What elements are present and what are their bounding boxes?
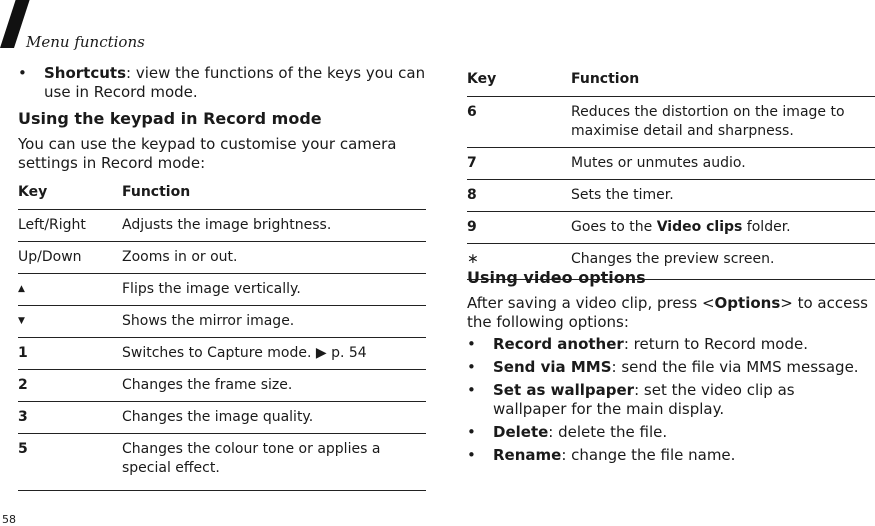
key-cell: 2 [18, 370, 122, 402]
table-row [467, 180, 875, 212]
table-row [18, 274, 426, 306]
function-cell: Changes the colour tone or applies a special effect. [122, 434, 426, 491]
function-cell: Changes the preview screen. [571, 244, 875, 280]
bullet-text: : view the functions of the keys you can use in Record mode. [44, 64, 426, 101]
intro-text: After saving a video clip, press < [467, 294, 715, 312]
intro-text: > to access the following options: [467, 294, 868, 331]
function-cell: Switches to Capture mode. ▶ p. 54 [122, 338, 426, 370]
keypad-intro: You can use the keypad to customise your camera settings in Record mode: [18, 135, 397, 172]
bullet-dot: • [467, 381, 476, 399]
key-cell: 3 [18, 402, 122, 434]
bullet-text: : return to Record mode. [623, 335, 808, 353]
bullet-dot: • [467, 335, 476, 353]
key-cell: 7 [467, 148, 571, 180]
section-title-video: Using video options [467, 268, 646, 287]
list-item [467, 446, 872, 465]
col-function-header: Function [571, 71, 640, 87]
col-key-header: Key [467, 71, 497, 87]
star-key-icon: ∗ [467, 244, 571, 280]
function-cell: Changes the frame size. [122, 370, 426, 402]
function-cell: Sets the timer. [571, 180, 875, 212]
bullet-term: Record another [493, 335, 624, 353]
key-cell: Up/Down [18, 242, 122, 274]
table-row [18, 402, 426, 434]
table-row [18, 242, 426, 274]
bullet-term: Set as wallpaper [493, 381, 635, 399]
function-cell: Zooms in or out. [122, 242, 426, 274]
header-title: Menu functions [26, 33, 145, 51]
function-cell: Adjusts the image brightness. [122, 210, 426, 242]
bullet-dot: • [467, 423, 476, 441]
key-cell: Left/Right [18, 210, 122, 242]
down-key-icon: ▼ [18, 306, 122, 338]
keypad-table-left [18, 183, 426, 491]
bullet-dot: • [18, 64, 27, 82]
table-row [467, 97, 875, 148]
table-row [467, 212, 875, 244]
bullet-text: : send the file via MMS message. [611, 358, 859, 376]
bullet-term: Delete [493, 423, 549, 441]
table-row [467, 148, 875, 180]
bullet-term: Rename [493, 446, 562, 464]
table-row [18, 434, 426, 491]
list-item [467, 423, 872, 442]
list-item [467, 358, 872, 377]
table-row [18, 210, 426, 242]
bullet-text: : delete the file. [548, 423, 668, 441]
function-cell: Reduces the distortion on the image to maximise detail and sharpness. [571, 97, 875, 148]
bullet-term: Send via MMS [493, 358, 612, 376]
key-cell: 8 [467, 180, 571, 212]
keypad-table-right [467, 70, 875, 280]
video-intro [467, 294, 872, 332]
key-cell: 6 [467, 97, 571, 148]
table-header-row [467, 70, 875, 97]
table-row [18, 306, 426, 338]
function-text: folder. [742, 219, 791, 235]
function-cell: Mutes or unmutes audio. [571, 148, 875, 180]
col-key-header: Key [18, 184, 48, 200]
list-item [467, 335, 872, 354]
table-row [18, 370, 426, 402]
table-header-row [18, 183, 426, 210]
key-cell: 1 [18, 338, 122, 370]
bullet-text: : set the video clip as wallpaper for the main display. [493, 381, 795, 418]
function-cell: Flips the image vertically. [122, 274, 426, 306]
table-row [18, 338, 426, 370]
up-key-icon: ▲ [18, 274, 122, 306]
bullet-term: Shortcuts [44, 64, 127, 82]
bullet-dot: • [467, 358, 476, 376]
bullet-dot: • [467, 446, 476, 464]
list-item [467, 381, 872, 419]
section-title-keypad: Using the keypad in Record mode [18, 109, 322, 128]
function-text: Goes to the [571, 219, 657, 235]
shortcuts-bullet [18, 64, 426, 102]
page-number: 58 [2, 513, 16, 526]
function-cell: Shows the mirror image. [122, 306, 426, 338]
key-cell: 5 [18, 434, 122, 491]
col-function-header: Function [122, 184, 191, 200]
function-cell [571, 212, 875, 244]
video-clips-term: Video clips [656, 219, 743, 235]
options-softkey: Options [714, 294, 781, 312]
function-cell: Changes the image quality. [122, 402, 426, 434]
key-cell: 9 [467, 212, 571, 244]
bullet-text: : change the file name. [561, 446, 736, 464]
